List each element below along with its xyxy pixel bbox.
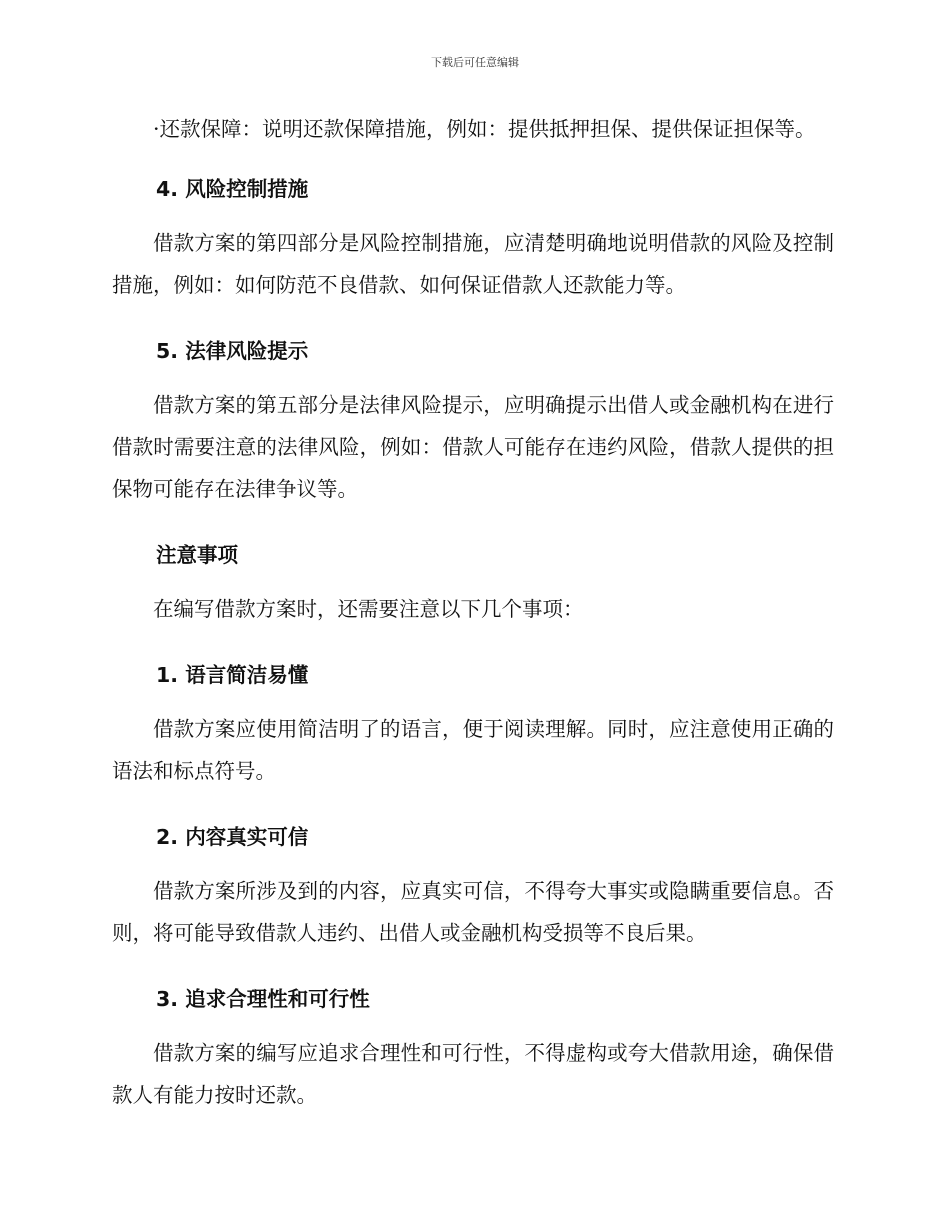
page-header: 下载后可任意编辑 xyxy=(431,56,519,69)
para-risk-control: 借款方案的第四部分是风险控制措施，应清楚明确地说明借款的风险及控制措施，例如：如何防范不良借款、如何保证借款人还款能力等。 xyxy=(112,231,834,297)
heading-notes: 注意事项 xyxy=(156,543,238,567)
heading-truthful-content: 2. 内容真实可信 xyxy=(156,825,309,849)
para-repayment-guarantee: ·还款保障：说明还款保障措施，例如：提供抵押担保、提供保证担保等。 xyxy=(153,117,816,141)
document-body xyxy=(112,108,834,1140)
heading-legal-risk: 5. 法律风险提示 xyxy=(156,339,309,363)
heading-reasonable-feasible: 3. 追求合理性和可行性 xyxy=(156,987,370,1011)
para-notes-intro: 在编写借款方案时，还需要注意以下几个事项： xyxy=(153,597,584,621)
heading-concise-language: 1. 语言简洁易懂 xyxy=(156,663,309,687)
heading-risk-control: 4. 风险控制措施 xyxy=(156,177,309,201)
para-reasonable-feasible: 借款方案的编写应追求合理性和可行性，不得虚构或夸大借款用途，确保借款人有能力按时还款。 xyxy=(112,1041,834,1107)
para-truthful-content: 借款方案所涉及到的内容，应真实可信，不得夸大事实或隐瞒重要信息。否则，将可能导致借款人违约、出借人或金融机构受损等不良后果。 xyxy=(112,879,834,945)
para-concise-language: 借款方案应使用简洁明了的语言，便于阅读理解。同时，应注意使用正确的语法和标点符号。 xyxy=(112,717,834,783)
para-legal-risk: 借款方案的第五部分是法律风险提示，应明确提示出借人或金融机构在进行借款时需要注意的法律风险，例如：借款人可能存在违约风险，借款人提供的担保物可能存在法律争议等。 xyxy=(112,393,834,501)
